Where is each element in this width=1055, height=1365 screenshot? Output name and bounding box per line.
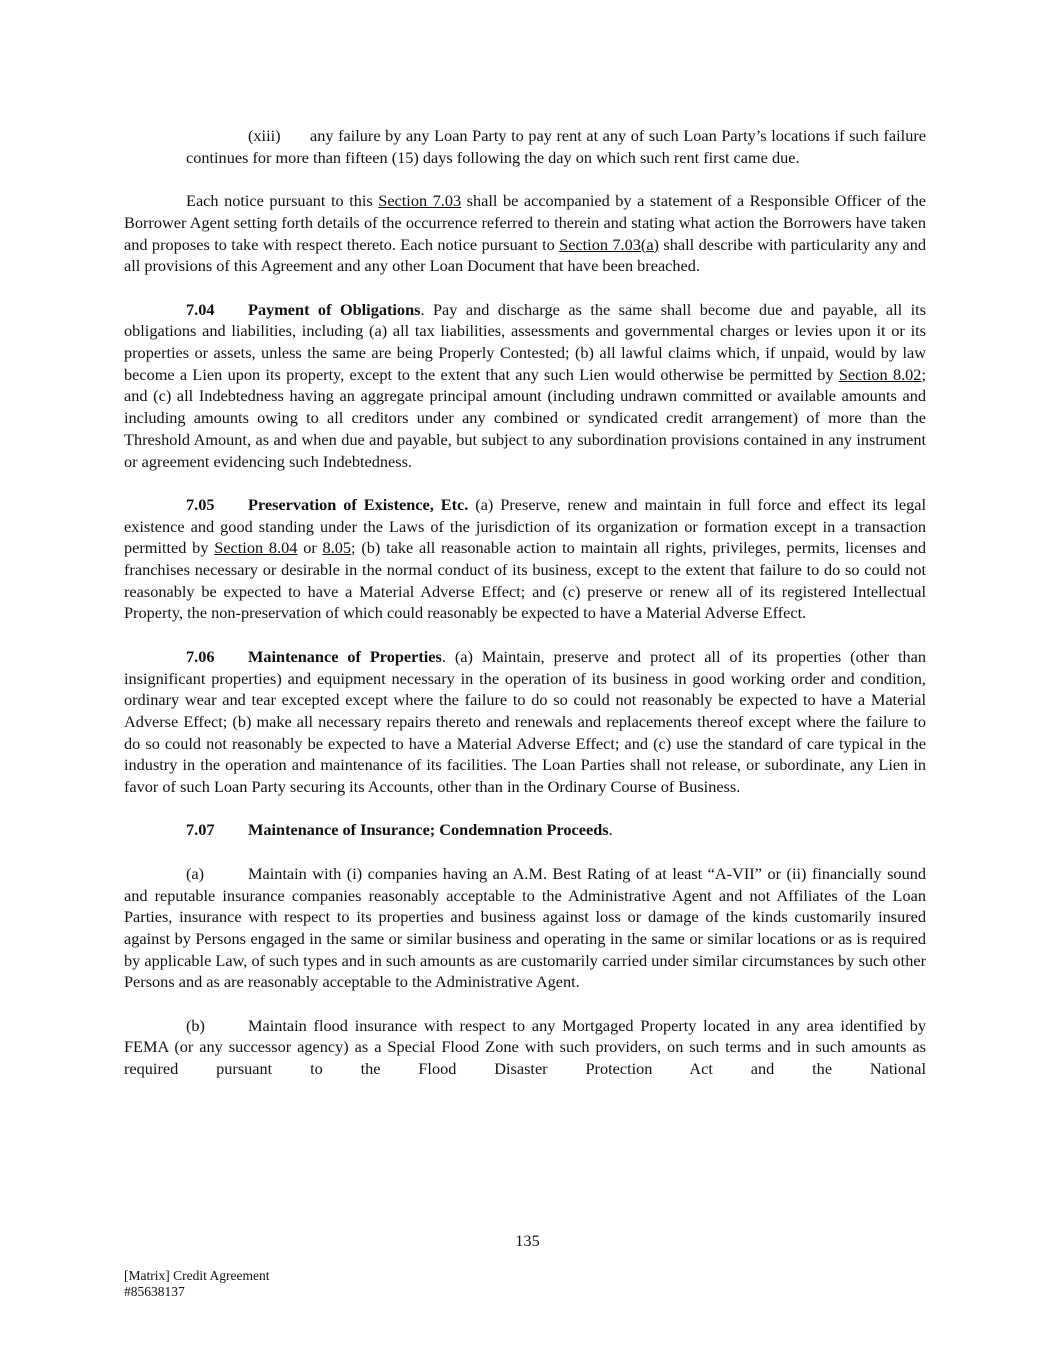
paragraph-text: ; (b) take all reasonable action to maintain all rights, privileges, permits, licenses and franchises necessary or desirable in the normal conduct of its business, except to the extent that failure to do so could not reasonably be expected to have a Material Adverse Effect; and (c) preserve or renew all of its registered Intellectual Property, the non-preservation of which could reasonably be expected to have a Material Adverse Effect. [124, 538, 926, 623]
clause-number: (b) [186, 1015, 205, 1035]
section-heading: Maintenance of Properties [248, 646, 442, 666]
cross-reference: Section 7.03 [378, 191, 462, 211]
section-heading: Payment of Obligations [248, 299, 421, 319]
cross-reference: Section 7.03(a) [559, 234, 659, 254]
paragraph-text: shall be accompanied by a statement of a Responsible Officer of the Borrower Agent setting forth details of the occurrence referred to therein and stating what action the Borrowers have taken and proposes to take with respect thereto. Each notice pursuant to [124, 191, 927, 254]
cross-reference: Section 8.04 [214, 538, 298, 558]
paragraph [124, 494, 926, 624]
clause-number: (xiii) [248, 126, 281, 145]
paragraph-text: or [297, 538, 323, 558]
paragraph [124, 299, 926, 473]
paragraph [124, 819, 926, 841]
section-number: 7.04 [186, 299, 215, 319]
page-number: 135 [515, 1231, 540, 1250]
section-number: 7.07 [186, 820, 215, 840]
cross-reference: 8.05 [322, 538, 352, 558]
footer-doc-id: #85638137 [124, 1284, 185, 1299]
section-heading: Maintenance of Insurance; Condemnation Proceeds [248, 820, 609, 840]
footer-title: [Matrix] Credit Agreement [124, 1268, 270, 1283]
paragraph [124, 646, 926, 798]
clause-number: (a) [186, 863, 205, 883]
section-number: 7.05 [186, 494, 215, 514]
cross-reference: Section 8.02 [838, 364, 922, 384]
paragraph-text: shall describe with particularity any and all provisions of this Agreement and any other Loan Document that have been breached. [124, 234, 927, 276]
paragraph [124, 863, 926, 993]
footer [124, 1268, 269, 1300]
paragraph-text: ; and (c) all Indebtedness having an aggregate principal amount (including undrawn committed or available amounts and including amounts owing to all creditors under any combined or syndicated credit arrangement) of more than the Threshold Amount, as and when due and payable, but subject to any subordination provisions contained in any instrument or agreement evidencing such Indebtedness. [124, 364, 926, 471]
paragraph [186, 125, 926, 168]
paragraph-text: Maintain with (i) companies having an A.M. Best Rating of at least “A-VII” or (ii) financially sound and reputable insurance companies reasonably acceptable to the Administrative Agent and not Affiliates of the Loan Parties, insurance with respect to its properties and business against loss or damage of the kinds customarily insured against by Persons engaged in the same or similar business and operating in the same or similar locations or as is required by applicable Law, of such types and in such amounts as are customarily carried under similar circumstances by such other Persons and as are reasonably acceptable to the Administrative Agent. [124, 863, 926, 992]
paragraph [124, 190, 926, 277]
paragraph-text: . Pay and discharge as the same shall become due and payable, all its obligations and liabilities, including (a) all tax liabilities, assessments and governmental charges or levies upon it or its properties or assets, unless the same are being Properly Contested; (b) all lawful claims which, if unpaid, would by law become a Lien upon its property, except to the extent that any such Lien would otherwise be permitted by [124, 299, 926, 384]
section-heading: Preservation of Existence, Etc. [248, 494, 469, 514]
paragraph-text: any failure by any Loan Party to pay rent at any of such Loan Party’s locations if such failure continues for more than fifteen (15) days following the day on which such rent first came due. [186, 126, 926, 167]
paragraph [124, 1015, 926, 1080]
paragraph-text: (a) Preserve, renew and maintain in full force and effect its legal existence and good standing under the Laws of the jurisdiction of its organization or formation except in a transaction permitted by [124, 494, 926, 558]
section-number: 7.06 [186, 646, 215, 666]
paragraph-text: Maintain flood insurance with respect to any Mortgaged Property located in any area identified by FEMA (or any successor agency) as a Special Flood Zone with such providers, on such terms and in such amounts as required pursuant to the Flood Disaster Protection Act and the National [124, 1015, 926, 1079]
paragraph-text: Each notice pursuant to this [186, 191, 379, 211]
document-body [124, 125, 926, 1102]
paragraph-text: . (a) Maintain, preserve and protect all of its properties (other than insignificant properties) and equipment necessary in the operation of its business in good working order and condition, ordinary wear and tear excepted except where the failure to do so could not reasonably be expected to have a Material Adverse Effect; (b) make all necessary repairs thereto and renewals and replacements thereof except where the failure to do so could not reasonably be expected to have a Material Adverse Effect; and (c) use the standard of care typical in the industry in the operation and maintenance of its facilities. The Loan Parties shall not release, or subordinate, any Lien in favor of such Loan Party securing its Accounts, other than in the Ordinary Course of Business. [124, 646, 926, 797]
paragraph-text: . [608, 820, 613, 840]
